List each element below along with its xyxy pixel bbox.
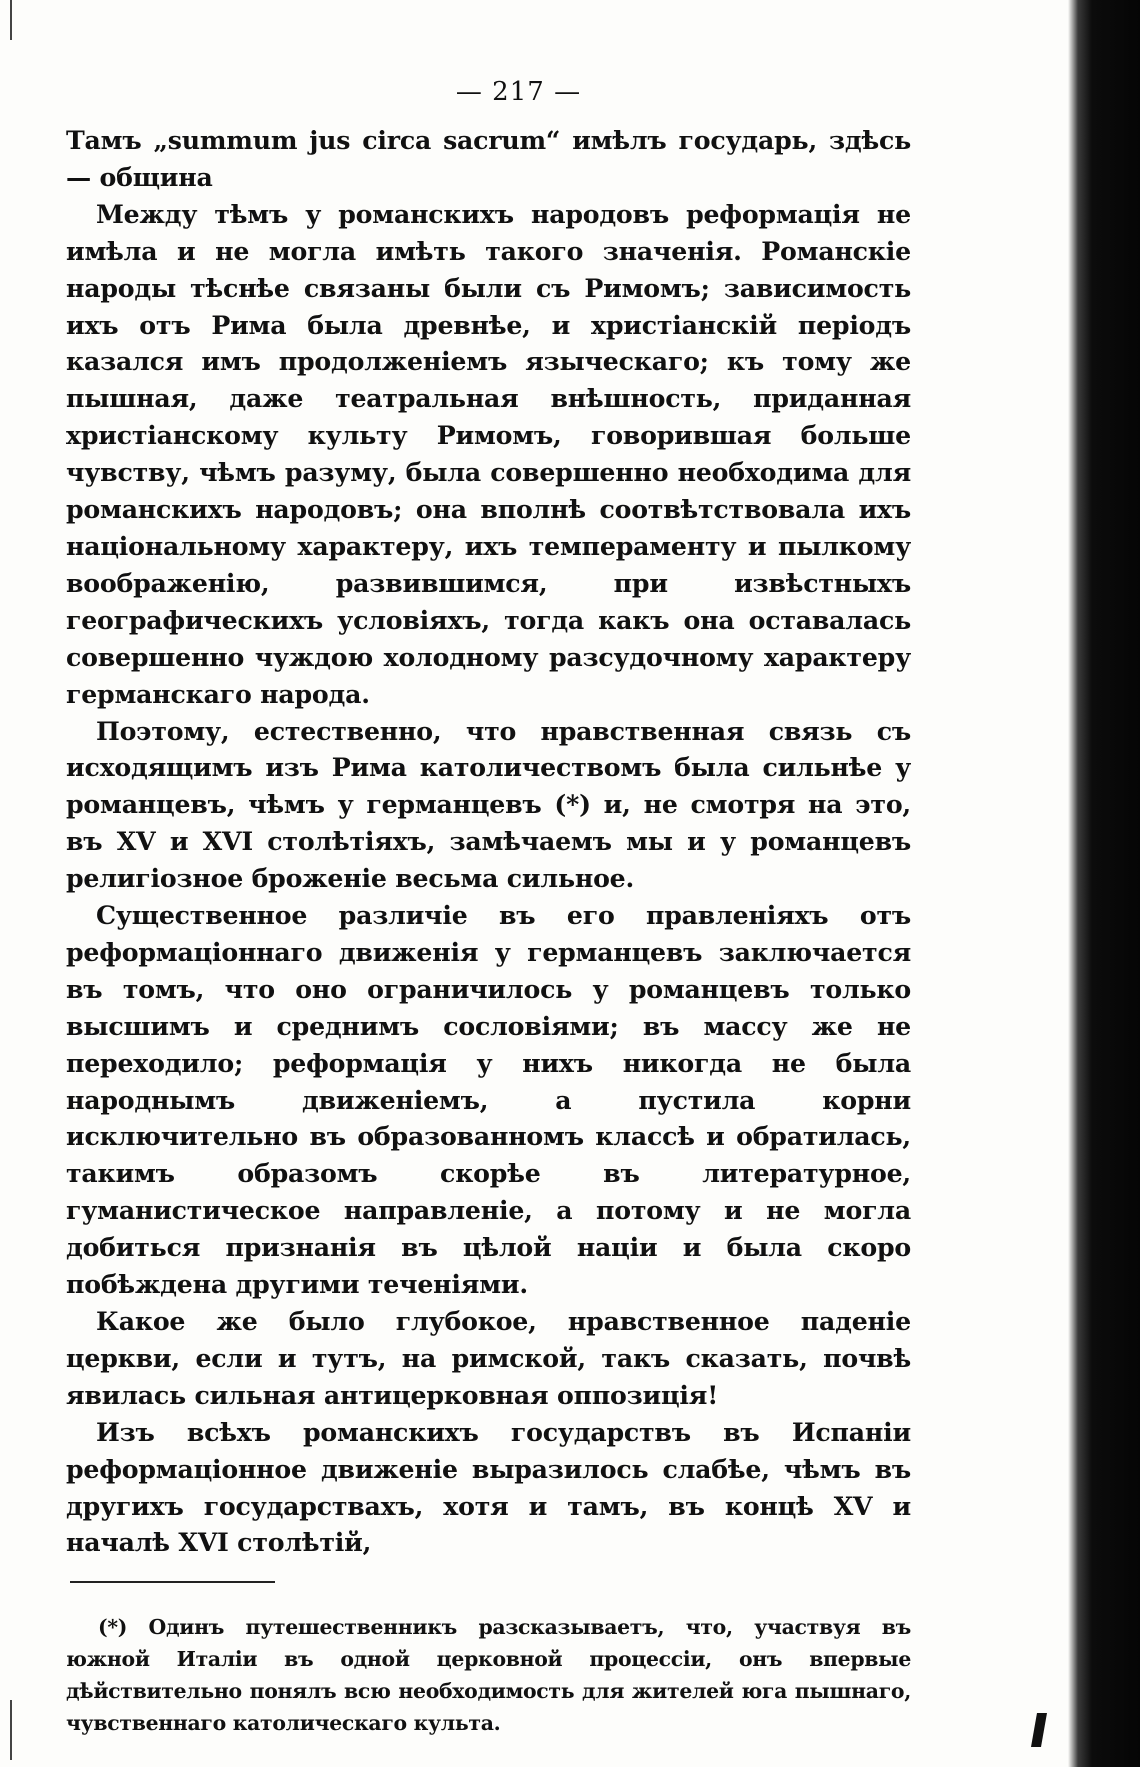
scan-left-mark-bottom [10, 1700, 12, 1760]
paragraph-2: Между тѣмъ у романскихъ народовъ реформація не имѣла и не могла имѣть такого значенія. Романскіе народы тѣснѣе связаны были съ Римомъ; зависимость ихъ отъ Рима была древнѣе, и христіанскій періодъ казался имъ продолженіемъ языческаго; къ тому же пышная, даже театральная внѣшность, приданная христіанскому культу Римомъ, говорившая больше чувству, чѣмъ разуму, была совершенно необходима для романскихъ народовъ; она вполнѣ соотвѣтствовала ихъ національному характеру, ихъ темпераменту и пылкому воображенію, развившимся, при извѣстныхъ географическихъ условіяхъ, тогда какъ она оставалась совершенно чуждою холодному разсудочному характеру германскаго народа. [66, 198, 911, 709]
paragraph-6: Изъ всѣхъ романскихъ государствъ въ Испаніи реформаціонное движеніе выразилось слабѣе, чѣмъ въ другихъ государствахъ, хотя и тамъ, въ концѣ XV и началѣ XVI столѣтій, [66, 1416, 911, 1558]
page-number: — 217 — [455, 77, 582, 107]
scan-dark-edge [1068, 0, 1140, 1767]
paragraph-1: Тамъ „summum jus circa sacrum“ имѣлъ государь, здѣсь— община [66, 125, 911, 192]
paragraph-4: Существенное различіе въ его правленіяхъ отъ реформаціоннаго движенія у германцевъ заключается въ томъ, что оно ограничилось у романцевъ только высшимъ и среднимъ сословіями; въ массу же не переходило; реформація у нихъ никогда не была народнымъ движеніемъ, а пустила корни исключительно въ образованномъ классѣ и обратилась, такимъ образомъ скорѣе въ литературное, гуманистическое направленіе, а потому и не могла добиться признанія въ цѣлой націи и была скоро побѣждена другими теченіями. [66, 900, 911, 1300]
scan-corner-mark [1031, 1713, 1047, 1747]
scan-left-mark-top [10, 0, 12, 40]
footnote [66, 1611, 911, 1739]
footnote-text: (*) Одинъ путешественникъ разсказываетъ, что, участвуя въ южной Италіи въ одной церковной процессіи, онъ впервые дѣйствительно понялъ всю необходимость для жителей юга пышнаго, чувственнаго католическаго культа. [66, 1615, 911, 1736]
footnote-divider [70, 1581, 275, 1583]
body-text [66, 122, 911, 1561]
paragraph-5: Какое же было глубокое, нравственное паденіе церкви, если и тутъ, на римской, такъ сказать, почвѣ явилась сильная антицерковная оппозиція! [66, 1306, 911, 1410]
paragraph-3: Поэтому, естественно, что нравственная связь съ исходящимъ изъ Рима католичествомъ была сильнѣе у романцевъ, чѣмъ у германцевъ (*) и, не смотря на это, въ XV и XVI столѣтіяхъ, замѣчаемъ мы и у романцевъ религіозное броженіе весьма сильное. [66, 715, 911, 894]
book-page [66, 72, 911, 1739]
